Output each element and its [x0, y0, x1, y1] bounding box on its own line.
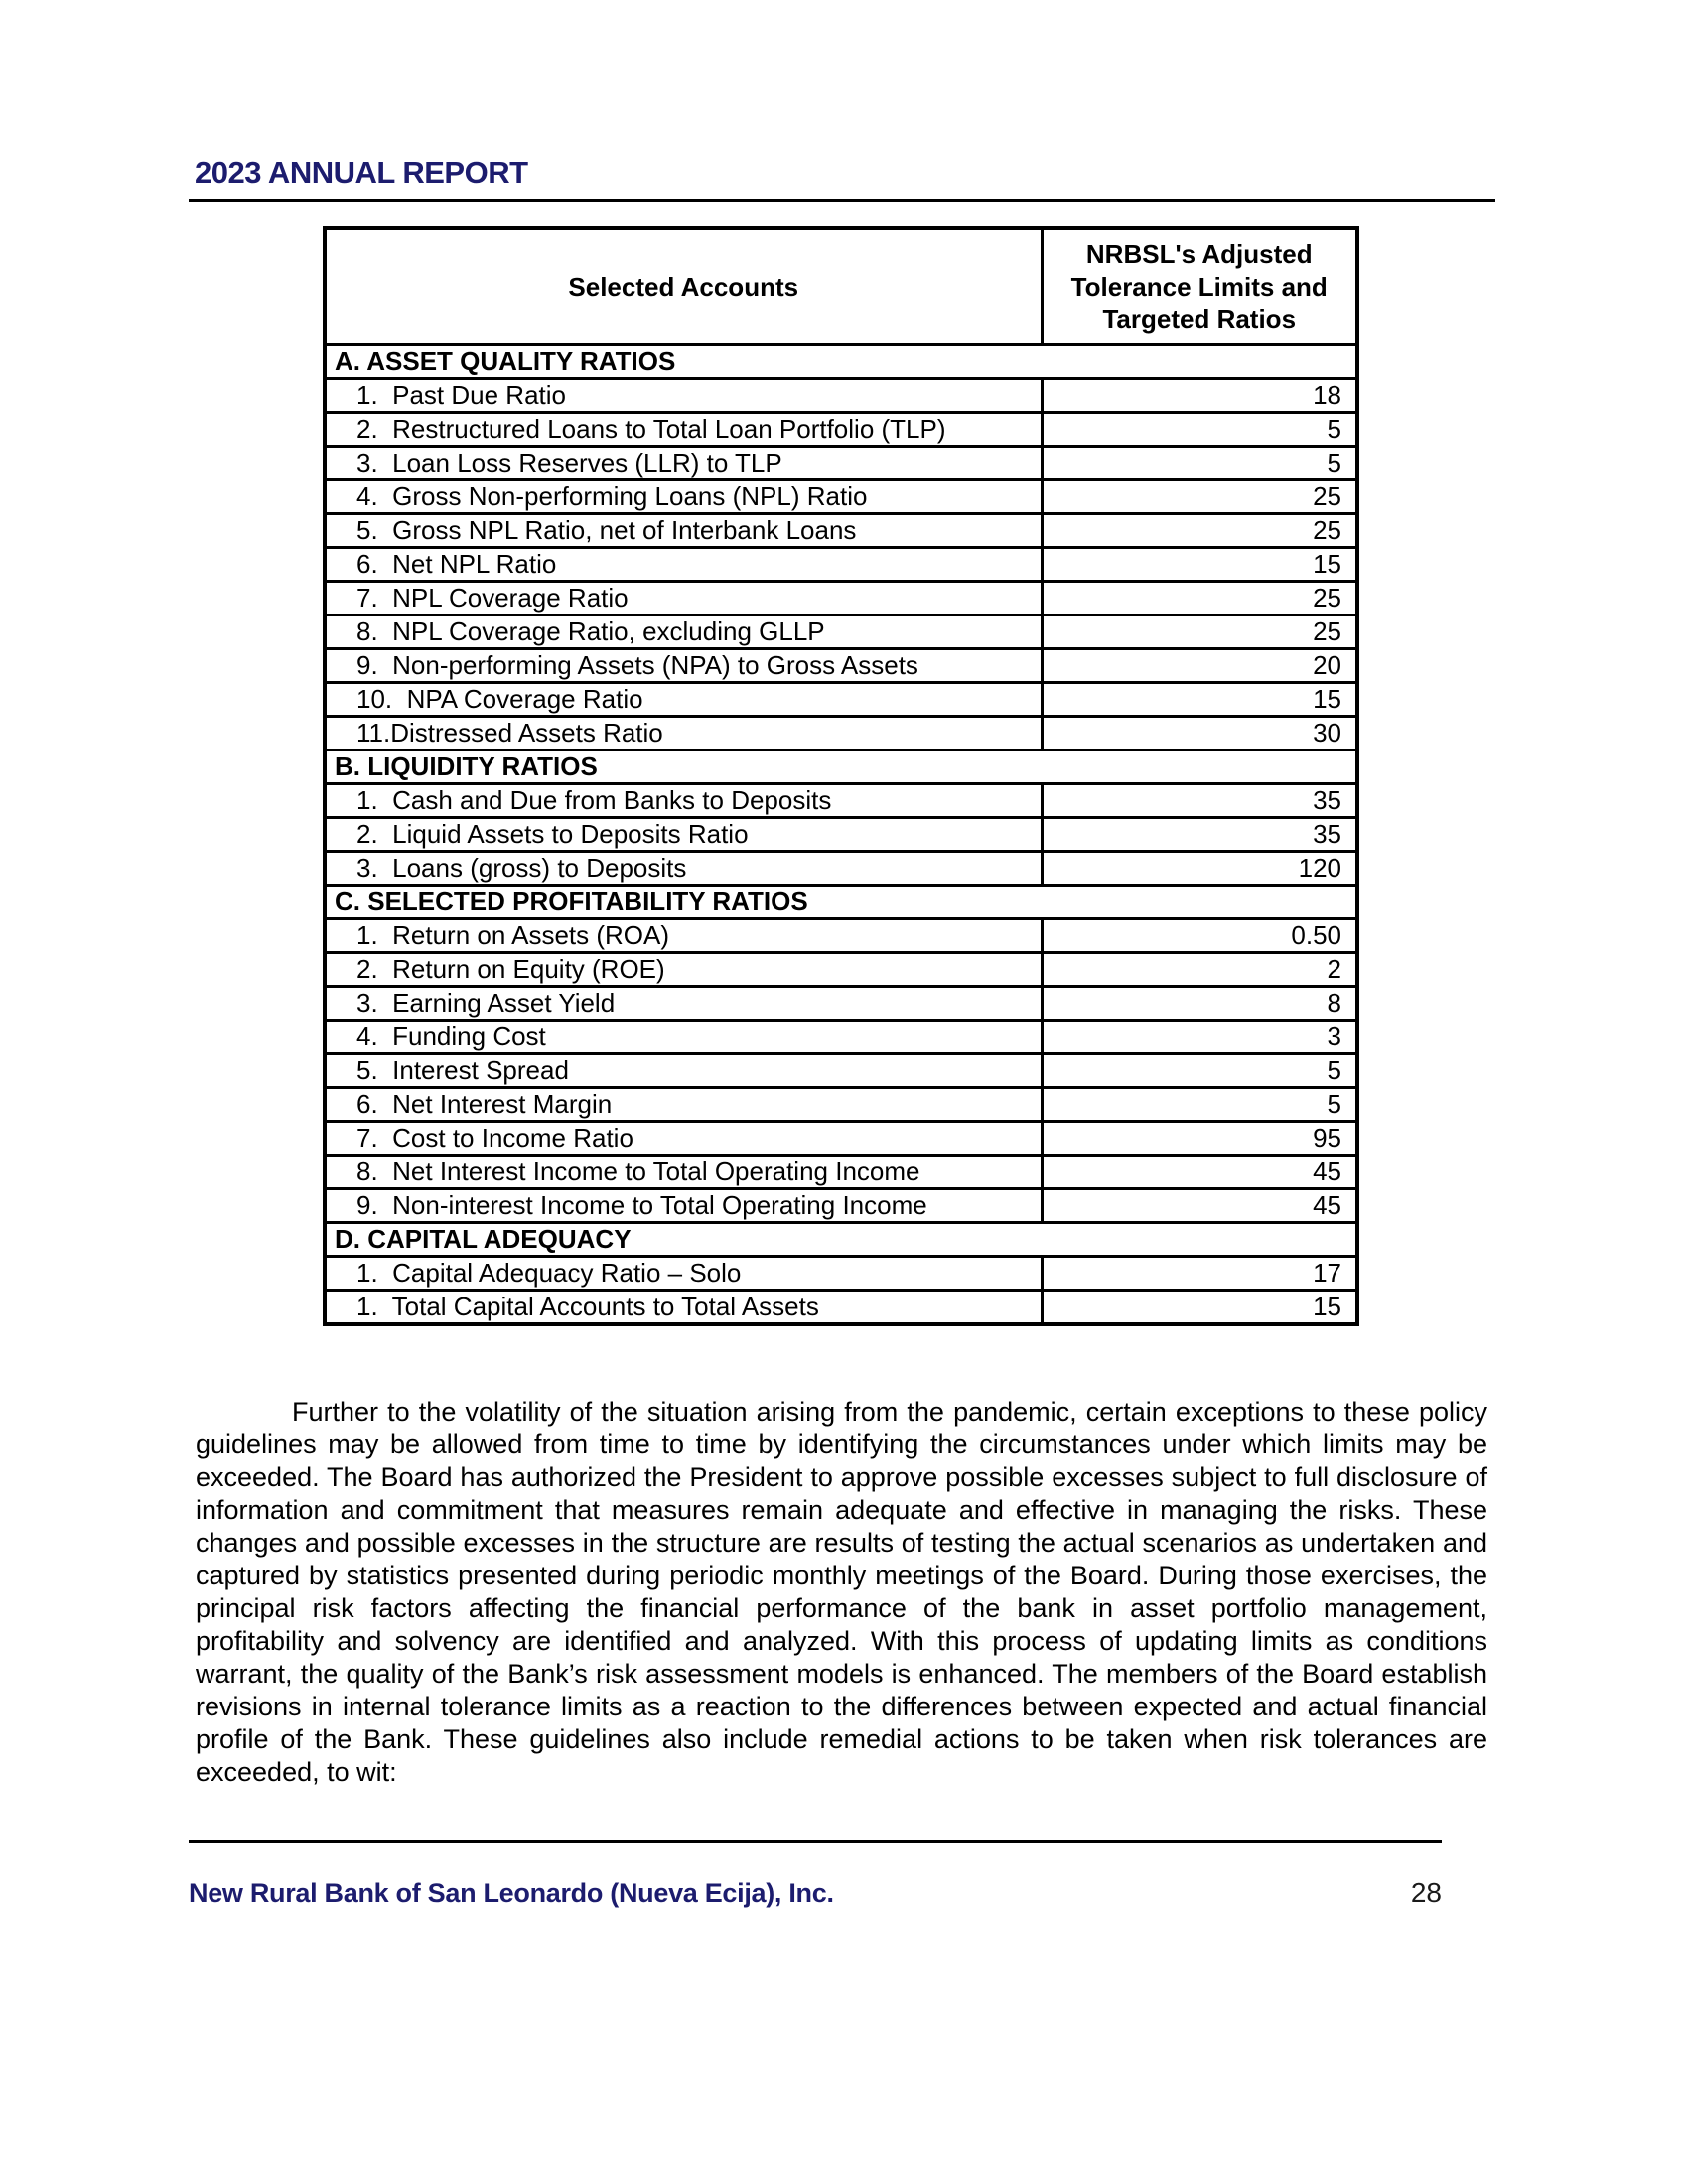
ratio-label: 7. Cost to Income Ratio — [325, 1122, 1042, 1156]
ratio-value: 35 — [1042, 784, 1357, 818]
ratio-label: 1. Return on Assets (ROA) — [325, 919, 1042, 953]
ratio-label: 9. Non-interest Income to Total Operating Income — [325, 1189, 1042, 1223]
ratio-label: 1. Past Due Ratio — [325, 379, 1042, 413]
column-header-selected-accounts: Selected Accounts — [325, 228, 1042, 345]
table-row — [325, 413, 1357, 447]
section-row — [325, 751, 1357, 784]
table-row — [325, 1088, 1357, 1122]
ratio-value: 2 — [1042, 953, 1357, 987]
table-row — [325, 447, 1357, 480]
footer-page-number: 28 — [1410, 1877, 1442, 1908]
ratio-label: 6. Net NPL Ratio — [325, 548, 1042, 582]
ratios-table — [323, 226, 1359, 1326]
ratios-table-body — [325, 345, 1357, 1325]
table-row — [325, 683, 1357, 717]
table-row — [325, 953, 1357, 987]
column-header-tolerance-limits: NRBSL's Adjusted Tolerance Limits and Targeted Ratios — [1042, 228, 1357, 345]
ratio-value: 17 — [1042, 1257, 1357, 1291]
header-rule — [189, 199, 1495, 202]
ratio-label: 10. NPA Coverage Ratio — [325, 683, 1042, 717]
ratio-value: 8 — [1042, 987, 1357, 1021]
ratio-label: 1. Cash and Due from Banks to Deposits — [325, 784, 1042, 818]
table-row — [325, 987, 1357, 1021]
ratio-value: 45 — [1042, 1189, 1357, 1223]
ratio-value: 5 — [1042, 447, 1357, 480]
ratio-label: 3. Loans (gross) to Deposits — [325, 852, 1042, 886]
table-row — [325, 1291, 1357, 1325]
table-row — [325, 1054, 1357, 1088]
table-row — [325, 582, 1357, 615]
ratio-value: 15 — [1042, 1291, 1357, 1325]
table-row — [325, 1189, 1357, 1223]
body-paragraph: Further to the volatility of the situation arising from the pandemic, certain exceptions to these policy guidelines may be allowed from time to time by identifying the circumstances under which limits may be exceeded. The Board has authorized the President to approve possible excesses subject to full disclosure of information and commitment that measures remain adequate and effective in managing the risks. These changes and possible excesses in the structure are results of testing the actual scenarios as undertaken and captured by statistics presented during periodic monthly meetings of the Board. During those exercises, the principal risk factors affecting the financial performance of the bank in asset portfolio management, profitability and solvency are identified and analyzed. With this process of updating limits as conditions warrant, the quality of the Bank’s risk assessment models is enhanced. The members of the Board establish revisions in internal tolerance limits as a reaction to the differences between expected and actual financial profile of the Bank. These guidelines also include remedial actions to be taken when risk tolerances are exceeded, to wit: — [196, 1397, 1487, 1787]
table-row — [325, 514, 1357, 548]
ratio-label: 6. Net Interest Margin — [325, 1088, 1042, 1122]
ratio-label: 1. Total Capital Accounts to Total Assets — [325, 1291, 1042, 1325]
ratio-value: 95 — [1042, 1122, 1357, 1156]
ratio-value: 5 — [1042, 1054, 1357, 1088]
table-header-row — [325, 228, 1357, 345]
ratio-label: 2. Return on Equity (ROE) — [325, 953, 1042, 987]
ratio-value: 45 — [1042, 1156, 1357, 1189]
ratio-value: 25 — [1042, 514, 1357, 548]
ratio-value: 120 — [1042, 852, 1357, 886]
ratio-value: 15 — [1042, 548, 1357, 582]
ratio-value: 20 — [1042, 649, 1357, 683]
table-row — [325, 649, 1357, 683]
section-title: B. LIQUIDITY RATIOS — [325, 751, 1357, 784]
section-title: C. SELECTED PROFITABILITY RATIOS — [325, 886, 1357, 919]
section-row — [325, 1223, 1357, 1257]
ratio-label: 1. Capital Adequacy Ratio – Solo — [325, 1257, 1042, 1291]
ratio-value: 30 — [1042, 717, 1357, 751]
section-row — [325, 345, 1357, 379]
table-row — [325, 615, 1357, 649]
ratio-value: 5 — [1042, 1088, 1357, 1122]
table-row — [325, 379, 1357, 413]
ratio-value: 18 — [1042, 379, 1357, 413]
table-row — [325, 1156, 1357, 1189]
ratio-value: 3 — [1042, 1021, 1357, 1054]
ratio-value: 25 — [1042, 582, 1357, 615]
ratio-value: 5 — [1042, 413, 1357, 447]
table-row — [325, 784, 1357, 818]
ratio-label: 9. Non-performing Assets (NPA) to Gross Assets — [325, 649, 1042, 683]
ratio-label: 8. Net Interest Income to Total Operating Income — [325, 1156, 1042, 1189]
ratio-label: 7. NPL Coverage Ratio — [325, 582, 1042, 615]
ratio-label: 4. Gross Non-performing Loans (NPL) Ratio — [325, 480, 1042, 514]
ratio-value: 35 — [1042, 818, 1357, 852]
table-row — [325, 548, 1357, 582]
ratio-label: 4. Funding Cost — [325, 1021, 1042, 1054]
ratio-label: 5. Gross NPL Ratio, net of Interbank Loans — [325, 514, 1042, 548]
table-row — [325, 919, 1357, 953]
footer-rule — [189, 1840, 1442, 1843]
ratio-label: 2. Restructured Loans to Total Loan Portfolio (TLP) — [325, 413, 1042, 447]
ratio-label: 3. Earning Asset Yield — [325, 987, 1042, 1021]
table-row — [325, 818, 1357, 852]
table-row — [325, 480, 1357, 514]
ratio-value: 0.50 — [1042, 919, 1357, 953]
section-title: A. ASSET QUALITY RATIOS — [325, 345, 1357, 379]
ratio-label: 8. NPL Coverage Ratio, excluding GLLP — [325, 615, 1042, 649]
table-row — [325, 852, 1357, 886]
ratio-value: 25 — [1042, 615, 1357, 649]
section-row — [325, 886, 1357, 919]
ratio-label: 11.Distressed Assets Ratio — [325, 717, 1042, 751]
ratio-value: 25 — [1042, 480, 1357, 514]
ratio-label: 2. Liquid Assets to Deposits Ratio — [325, 818, 1042, 852]
table-row — [325, 717, 1357, 751]
section-title: D. CAPITAL ADEQUACY — [325, 1223, 1357, 1257]
footer-company-name: New Rural Bank of San Leonardo (Nueva Ecija), Inc. — [189, 1878, 834, 1908]
table-row — [325, 1257, 1357, 1291]
table-row — [325, 1021, 1357, 1054]
footer — [189, 1877, 1442, 1909]
ratio-value: 15 — [1042, 683, 1357, 717]
ratio-label: 5. Interest Spread — [325, 1054, 1042, 1088]
table-row — [325, 1122, 1357, 1156]
page-title: 2023 ANNUAL REPORT — [195, 155, 528, 190]
ratio-label: 3. Loan Loss Reserves (LLR) to TLP — [325, 447, 1042, 480]
